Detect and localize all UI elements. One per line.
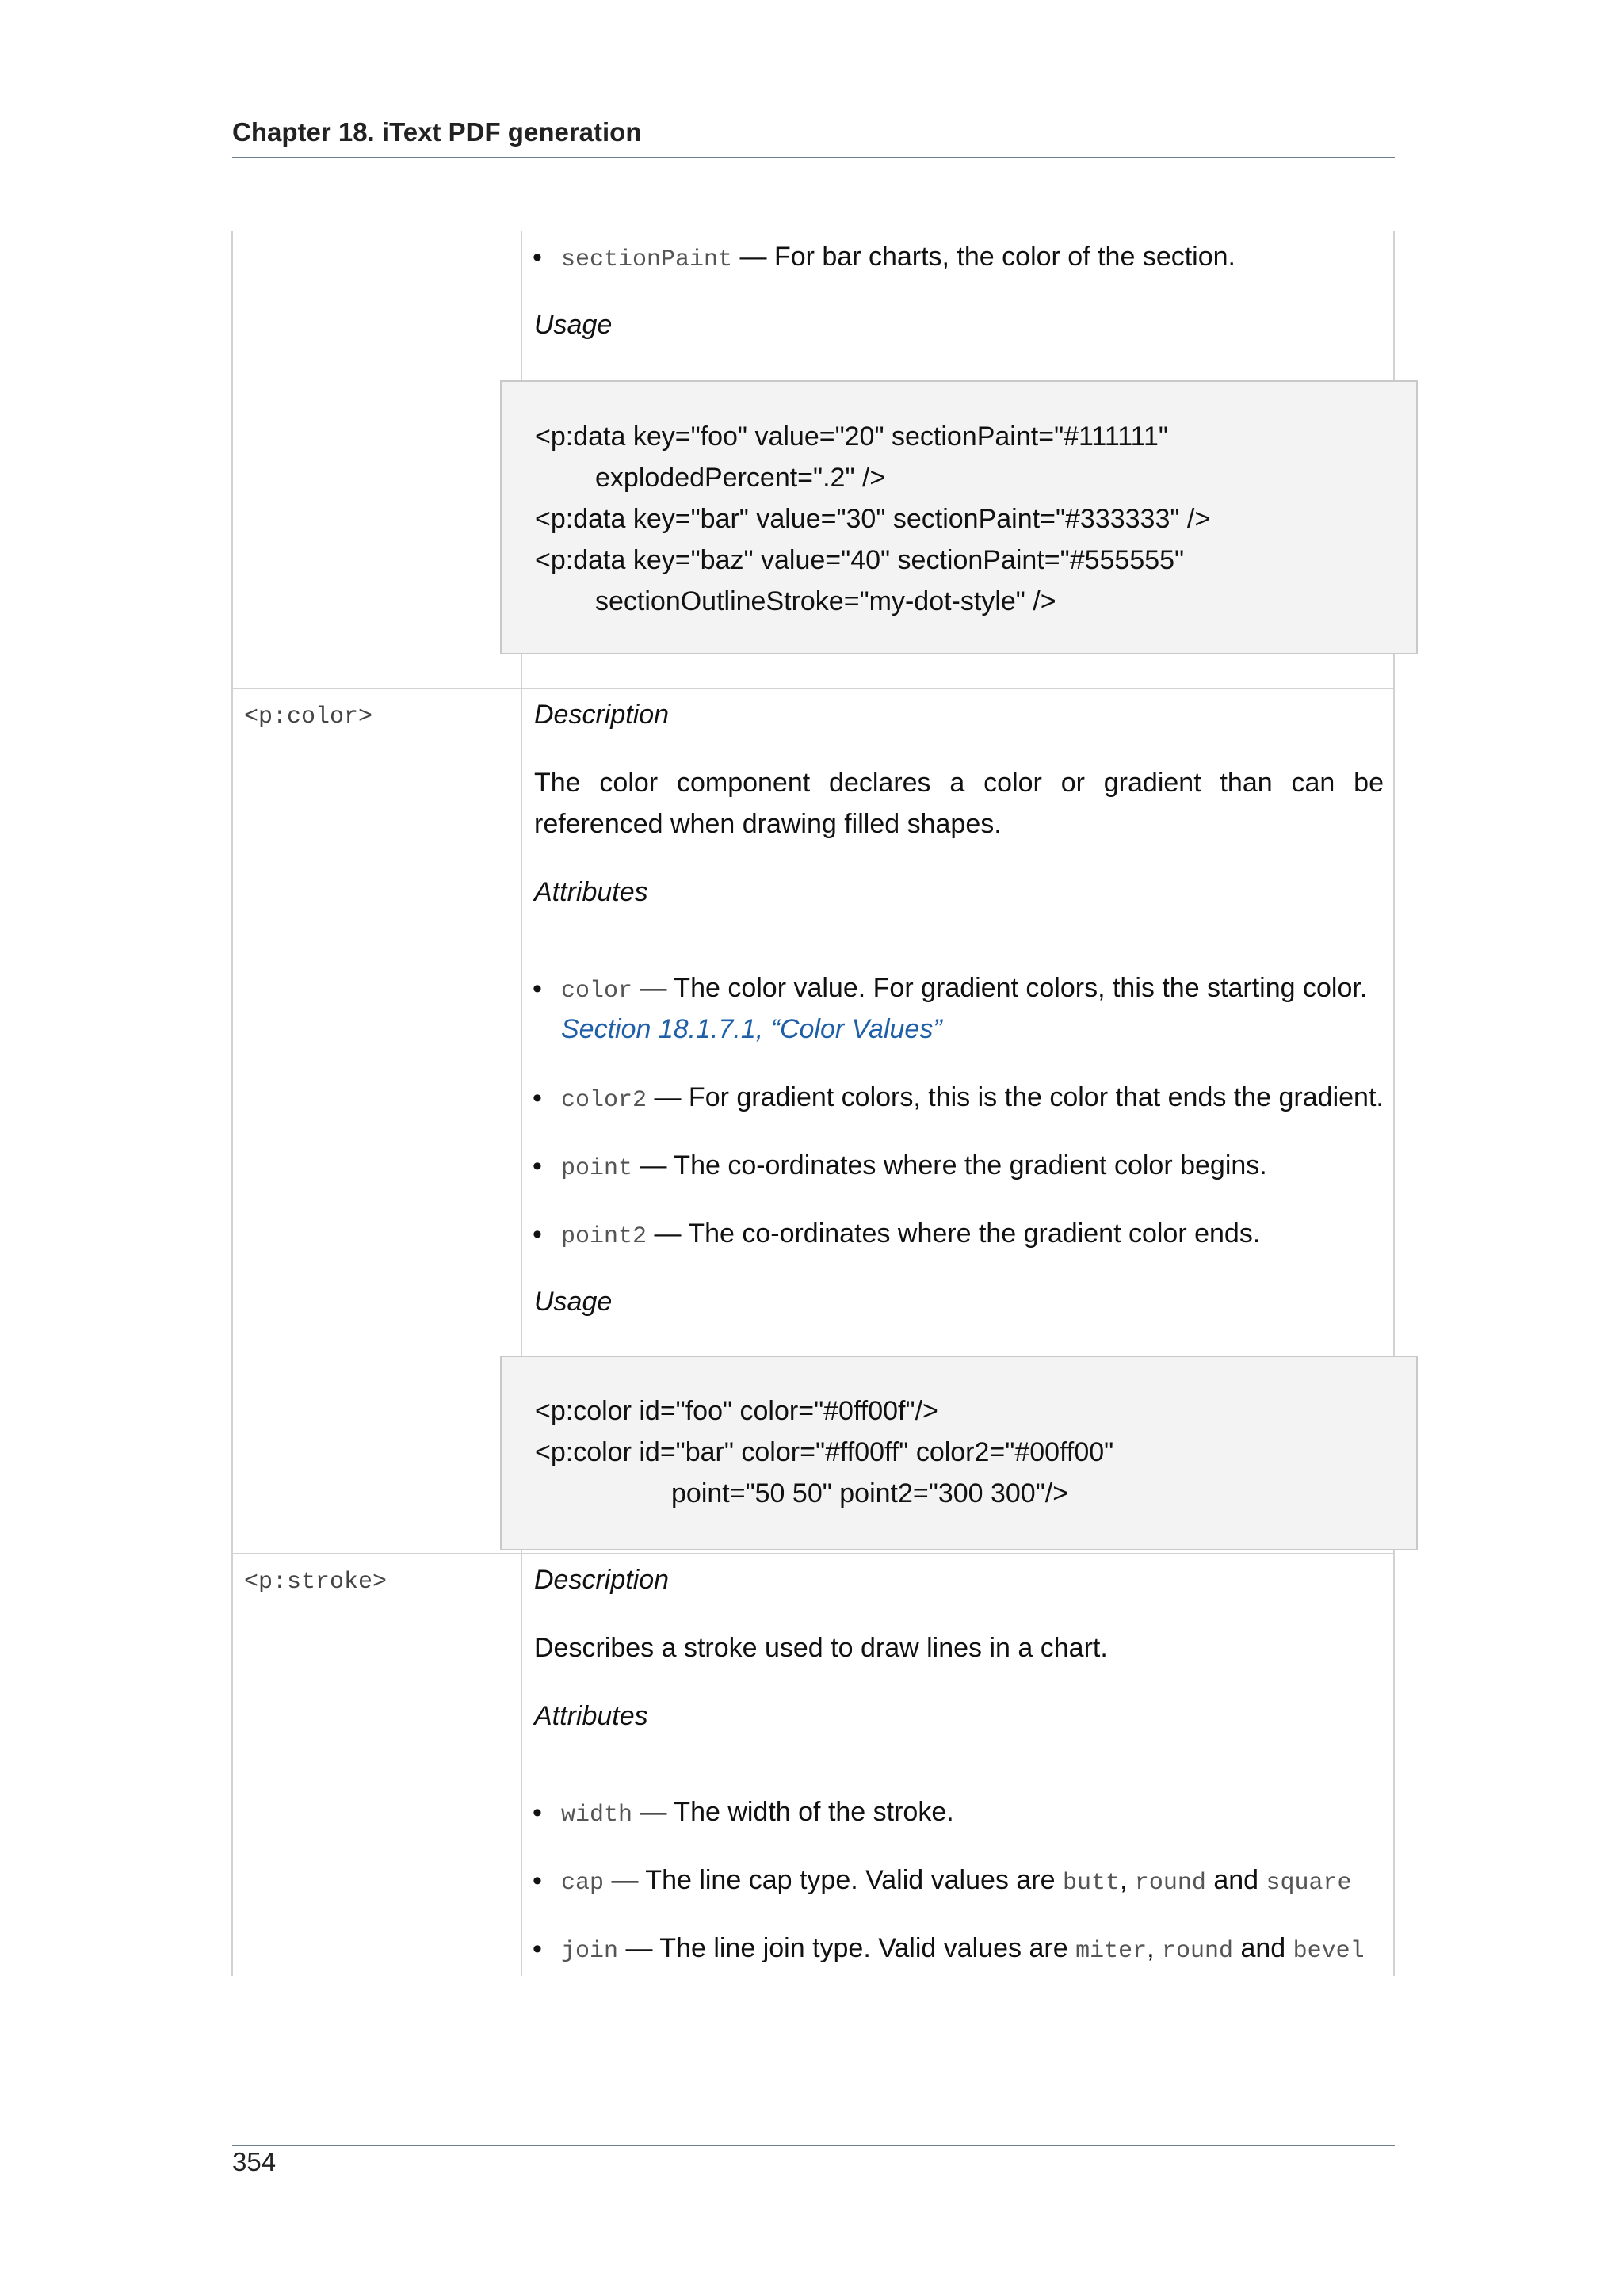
attribute-description: — The width of the stroke. — [632, 1797, 954, 1827]
code-line: <p:data key="foo" value="20" sectionPaint="#111111" — [535, 421, 1168, 452]
attribute-value: square — [1266, 1870, 1352, 1897]
attribute-name: color2 — [561, 1087, 647, 1114]
list-item — [561, 236, 1235, 280]
code-block — [500, 1356, 1418, 1550]
list-bullet: • — [533, 1151, 542, 1181]
attribute-value: round — [1162, 1938, 1234, 1965]
table-column-divider — [521, 654, 522, 1356]
table-column-divider — [521, 1550, 522, 1976]
attribute-name: cap — [561, 1870, 605, 1897]
code-line: <p:data key="bar" value="30" sectionPaint="#333333" /> — [535, 504, 1211, 534]
chapter-title: Chapter 18. iText PDF generation — [232, 117, 642, 147]
description-heading: Description — [534, 1565, 670, 1595]
attribute-name: color — [561, 978, 633, 1005]
list-bullet: • — [533, 1219, 542, 1249]
attribute-name: point2 — [561, 1223, 647, 1250]
attribute-name: join — [561, 1938, 619, 1965]
list-item — [561, 1145, 1267, 1189]
code-block — [500, 380, 1418, 654]
description-heading: Description — [534, 700, 670, 730]
attribute-description: — The line cap type. Valid values are — [604, 1865, 1063, 1895]
separator: and — [1233, 1933, 1293, 1963]
table-right-border — [1393, 654, 1395, 1356]
description-text: Describes a stroke used to draw lines in a chart. — [534, 1633, 1108, 1663]
code-line: point="50 50" point2="300 300"/> — [671, 1478, 1069, 1508]
code-line: <p:color id="foo" color="#0ff00f"/> — [535, 1396, 938, 1426]
list-bullet: • — [533, 1798, 542, 1828]
list-item — [561, 1791, 954, 1836]
list-bullet: • — [533, 1934, 542, 1964]
attribute-value: miter — [1075, 1938, 1148, 1965]
table-left-border — [231, 231, 233, 1976]
table-row-divider — [231, 688, 1395, 689]
list-item — [561, 967, 1367, 1012]
footer-rule — [232, 2145, 1395, 2146]
attribute-value: round — [1134, 1870, 1206, 1897]
table-column-divider — [521, 231, 522, 380]
list-item — [561, 1213, 1260, 1257]
code-line: <p:data key="baz" value="40" sectionPaint="#555555" — [535, 545, 1185, 575]
attribute-description: — For bar charts, the color of the section. — [732, 242, 1235, 272]
list-item — [561, 1077, 1384, 1121]
list-item — [561, 1859, 1352, 1904]
list-bullet: • — [533, 242, 542, 273]
list-bullet: • — [533, 974, 542, 1004]
table-row-divider — [231, 1553, 1395, 1554]
list-item — [561, 1928, 1365, 1972]
list-bullet: • — [533, 1083, 542, 1113]
attribute-value: butt — [1062, 1870, 1120, 1897]
element-term: <p:stroke> — [244, 1569, 388, 1596]
attribute-description: — The co-ordinates where the gradient color begins. — [632, 1150, 1267, 1180]
usage-heading: Usage — [534, 1287, 613, 1317]
attribute-description: — The color value. For gradient colors, this the starting color. — [632, 973, 1368, 1003]
section-link[interactable]: Section 18.1.7.1, “Color Values” — [561, 1014, 942, 1044]
separator: and — [1205, 1865, 1266, 1895]
description-text: The color component declares a color or gradient than can be referenced when drawing filled shapes. — [534, 768, 1384, 839]
separator: , — [1119, 1865, 1135, 1895]
header-rule — [232, 157, 1395, 158]
attribute-name: sectionPaint — [561, 246, 733, 273]
separator: , — [1147, 1933, 1162, 1963]
attribute-description: — For gradient colors, this is the color that ends the gradient. — [647, 1082, 1384, 1112]
attribute-description: — The line join type. Valid values are — [618, 1933, 1076, 1963]
table-right-border — [1393, 231, 1395, 380]
page-number: 354 — [232, 2147, 277, 2176]
element-term: <p:color> — [244, 704, 373, 730]
attributes-heading: Attributes — [534, 1701, 648, 1731]
usage-heading: Usage — [534, 310, 613, 340]
table-right-border — [1393, 1550, 1395, 1976]
attribute-name: point — [561, 1155, 633, 1182]
attribute-name: width — [561, 1802, 633, 1829]
attribute-value: bevel — [1293, 1938, 1365, 1965]
code-line: sectionOutlineStroke="my-dot-style" /> — [595, 586, 1056, 616]
code-line: explodedPercent=".2" /> — [595, 463, 886, 493]
code-line: <p:color id="bar" color="#ff00ff" color2="#00ff00" — [535, 1437, 1114, 1467]
attributes-heading: Attributes — [534, 877, 648, 907]
attribute-description: — The co-ordinates where the gradient color ends. — [647, 1219, 1261, 1249]
list-bullet: • — [533, 1866, 542, 1896]
